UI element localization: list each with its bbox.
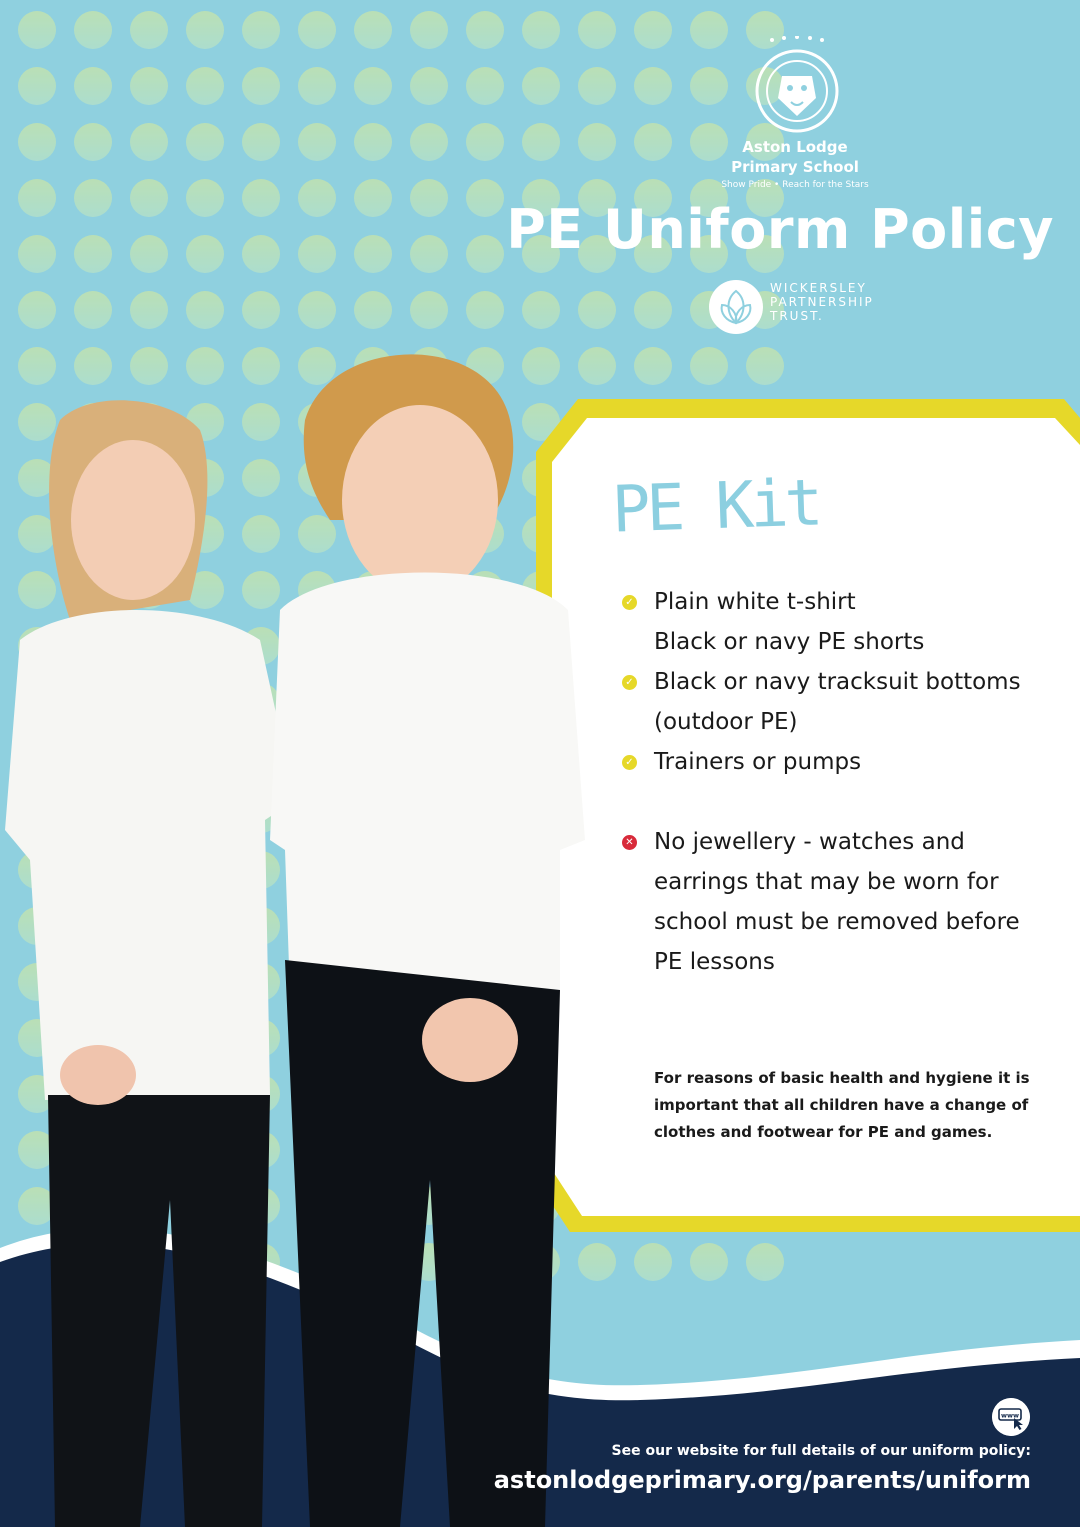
background-dot (74, 235, 112, 273)
website-intro: See our website for full details of our uniform policy: (611, 1443, 1031, 1459)
background-dot (242, 11, 280, 49)
background-dot (18, 403, 56, 441)
background-dot (74, 347, 112, 385)
background-dot (522, 123, 560, 161)
background-dot (634, 123, 672, 161)
background-dot (298, 235, 336, 273)
kit-item-line: Black or navy tracksuit bottoms (654, 669, 1021, 695)
background-dot (746, 1243, 784, 1281)
check-icon: ✓ (622, 675, 637, 690)
www-label: www (1000, 1411, 1020, 1420)
kit-item-line: Trainers or pumps (654, 749, 862, 775)
background-dot (242, 235, 280, 273)
background-dot (242, 123, 280, 161)
trust-name-line1: WICKERSLEY (770, 281, 867, 295)
list-spacer (622, 782, 1062, 822)
background-dot (242, 571, 280, 609)
kit-item (622, 662, 1062, 742)
background-dot (18, 11, 56, 49)
background-dot (466, 123, 504, 161)
background-dot (466, 11, 504, 49)
background-dot (242, 179, 280, 217)
background-dot (130, 179, 168, 217)
kit-item-line: earrings that may be worn for (654, 869, 999, 895)
background-dot (410, 11, 448, 49)
background-dot (18, 179, 56, 217)
background-dot (18, 235, 56, 273)
background-dot (690, 1243, 728, 1281)
background-dot (18, 347, 56, 385)
background-dot (298, 347, 336, 385)
background-dot (578, 123, 616, 161)
background-dot (298, 123, 336, 161)
background-dot (410, 123, 448, 161)
background-dot (522, 291, 560, 329)
kit-list (622, 582, 1062, 982)
background-dot (242, 67, 280, 105)
background-dot (410, 67, 448, 105)
background-dot (130, 67, 168, 105)
background-dot (410, 179, 448, 217)
kit-item (622, 582, 1062, 662)
hygiene-note (654, 1065, 1054, 1146)
background-dot (18, 515, 56, 553)
www-cursor-icon (992, 1398, 1030, 1436)
kit-item-line: No jewellery - watches and (654, 829, 965, 855)
hygiene-note-line: For reasons of basic health and hygiene it is (654, 1069, 1030, 1087)
background-dot (298, 515, 336, 553)
kit-item-line: PE lessons (654, 949, 775, 975)
background-dot (690, 67, 728, 105)
background-dot (242, 459, 280, 497)
background-dot (354, 67, 392, 105)
background-dot (354, 291, 392, 329)
background-dot (634, 11, 672, 49)
background-dot (186, 347, 224, 385)
background-dot (410, 235, 448, 273)
background-dot (466, 179, 504, 217)
background-dot (130, 347, 168, 385)
cross-icon: ✕ (622, 835, 637, 850)
background-dot (186, 123, 224, 161)
check-icon: ✓ (622, 595, 637, 610)
background-dot (298, 291, 336, 329)
background-dot (522, 347, 560, 385)
background-dot (130, 291, 168, 329)
background-dot (74, 291, 112, 329)
background-dot (74, 123, 112, 161)
background-dot (242, 403, 280, 441)
background-dot (354, 123, 392, 161)
background-dot (354, 179, 392, 217)
background-dot (18, 571, 56, 609)
kit-item-line: Plain white t-shirt (654, 589, 856, 615)
background-dot (690, 11, 728, 49)
background-dot (354, 11, 392, 49)
website-url-link[interactable]: astonlodgeprimary.org/parents/uniform (493, 1466, 1031, 1494)
background-dot (690, 347, 728, 385)
background-dot (130, 11, 168, 49)
background-dot (298, 67, 336, 105)
background-dot (466, 67, 504, 105)
background-dot (186, 291, 224, 329)
background-dot (466, 235, 504, 273)
school-logo (752, 36, 842, 136)
hygiene-note-line: clothes and footwear for PE and games. (654, 1123, 993, 1141)
background-dot (242, 347, 280, 385)
page-title: PE Uniform Policy (506, 198, 1054, 261)
school-motto: Show Pride • Reach for the Stars (721, 180, 869, 190)
background-dot (298, 179, 336, 217)
background-dot (186, 179, 224, 217)
background-dot (130, 123, 168, 161)
background-dot (634, 1243, 672, 1281)
background-dot (746, 347, 784, 385)
kit-item-line: Black or navy PE shorts (654, 629, 925, 655)
check-icon: ✓ (622, 755, 637, 770)
background-dot (242, 515, 280, 553)
background-dot (466, 291, 504, 329)
kit-item-line: school must be removed before (654, 909, 1020, 935)
background-dot (130, 235, 168, 273)
background-dot (18, 291, 56, 329)
school-name (690, 137, 900, 177)
background-dot (410, 291, 448, 329)
trust-name-line3: TRUST. (770, 309, 824, 323)
kit-item-prohibited (622, 822, 1062, 982)
background-dot (74, 67, 112, 105)
background-dot (354, 235, 392, 273)
background-dot (578, 347, 616, 385)
background-dot (522, 67, 560, 105)
trust-name-line2: PARTNERSHIP (770, 295, 874, 309)
kit-item (622, 742, 1062, 782)
background-dot (634, 291, 672, 329)
background-dot (186, 235, 224, 273)
background-dot (186, 67, 224, 105)
background-dot (578, 67, 616, 105)
background-dot (578, 291, 616, 329)
background-dot (578, 1243, 616, 1281)
background-dot (18, 67, 56, 105)
school-name-line2: Primary School (731, 158, 859, 176)
background-dot (74, 11, 112, 49)
background-dot (74, 179, 112, 217)
background-dot (18, 123, 56, 161)
kit-heading: PE Kit (610, 466, 821, 548)
background-dot (634, 67, 672, 105)
trust-name (770, 281, 874, 323)
trust-logo (708, 279, 764, 335)
background-dot (242, 291, 280, 329)
kit-item-line: (outdoor PE) (654, 709, 798, 735)
school-name-line1: Aston Lodge (742, 138, 848, 156)
background-dot (186, 11, 224, 49)
hygiene-note-line: important that all children have a change of (654, 1096, 1029, 1114)
background-dot (634, 347, 672, 385)
background-dot (522, 11, 560, 49)
background-dot (578, 11, 616, 49)
background-dot (298, 11, 336, 49)
